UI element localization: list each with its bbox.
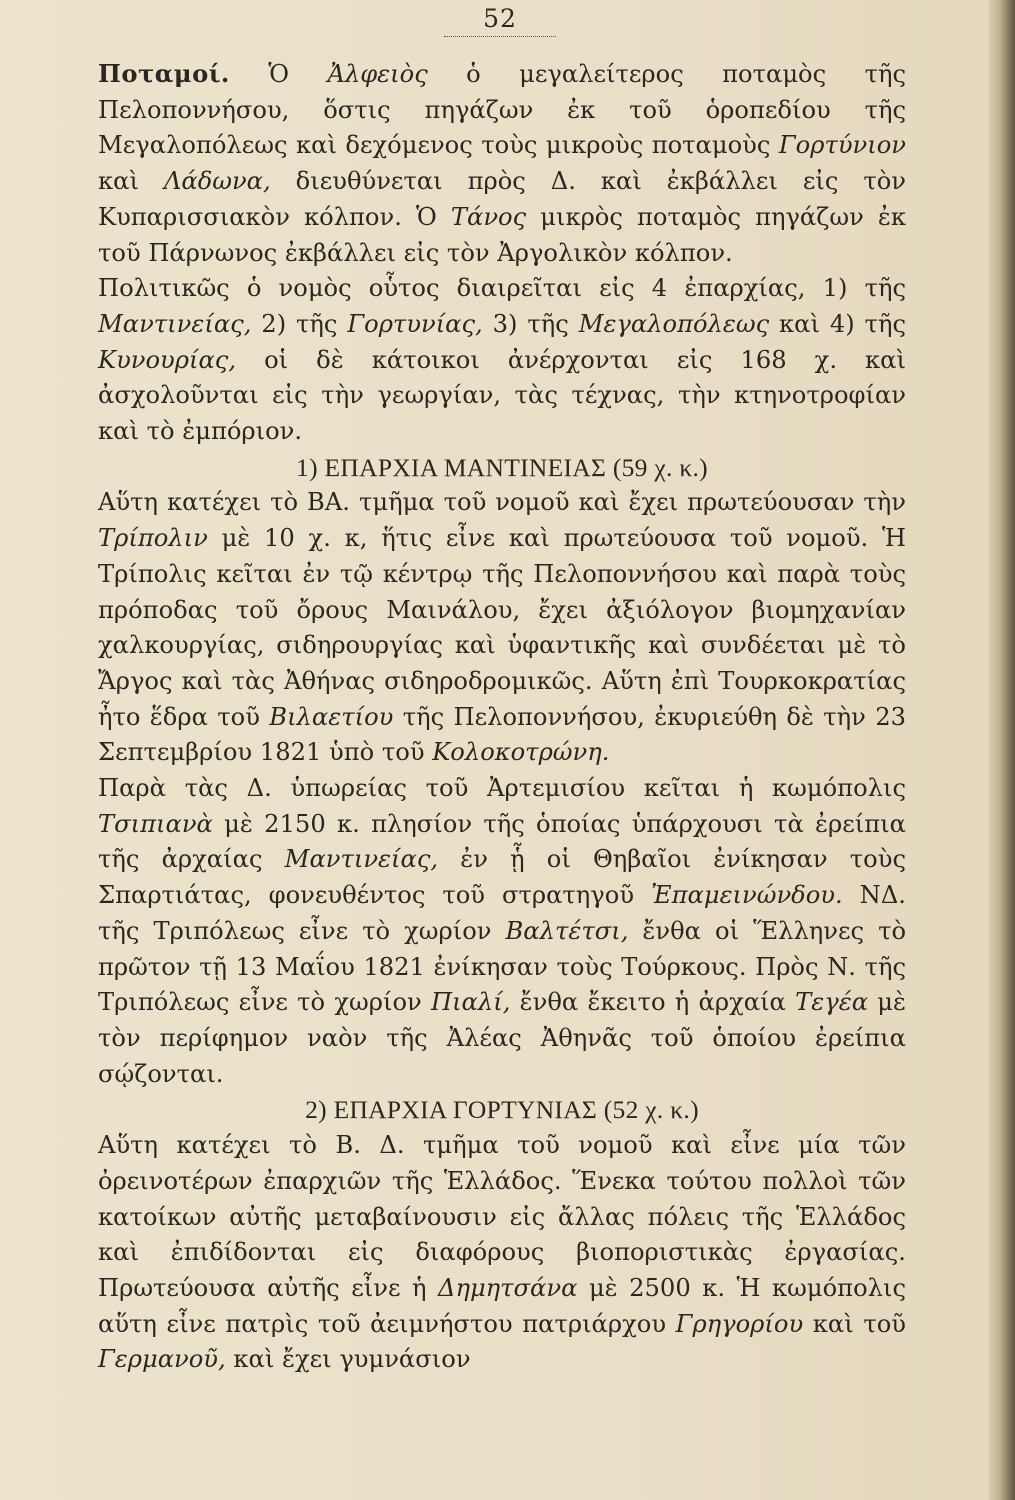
text-run: μὲ 2500 κ. Ἡ κωμόπολις αὕτη εἶνε πατρὶς τοῦ ἀειμνήστου πατριάρχου	[98, 1273, 906, 1338]
text-run: καὶ ἔχει γυμνάσιον	[225, 1345, 471, 1374]
text-run: Πολιτικῶς ὁ νομὸς οὗτος διαιρεῖται εἰς 4 ἐπαρχίας, 1) τῆς	[98, 274, 906, 303]
italic-name: Μαντινείας,	[284, 845, 439, 874]
italic-name: Κολοκοτρώνη.	[432, 738, 610, 767]
italic-name: Πιαλί,	[430, 988, 511, 1017]
text-run: ΝΔ. τῆς Τριπόλεως εἶνε τὸ χωρίον	[98, 881, 906, 945]
text-run: Αὕτη κατέχει τὸ Β. Δ. τμῆμα τοῦ νομοῦ καὶ εἶνε μία τῶν ὀρεινοτέρων ἐπαρχιῶν τῆς Ἑλλάδος. Ἕνεκα τούτου πολλοὶ τῶν κατοίκων αὐτῆς μεταβαίνουσιν εἰς ἄλλας πόλεις τῆς Ἑλλάδος καὶ ἐπιδίδονται εἰς διαφόρους βιοποριστικὰς ἐργασίας. Πρωτεύουσα αὐτῆς εἶνε ἡ	[98, 1131, 906, 1302]
text-run: Ὁ	[229, 60, 328, 88]
italic-name: Ἀλφειὸς	[327, 60, 428, 88]
page-number: 52	[483, 4, 517, 33]
italic-name: Γρηγορίου	[675, 1309, 804, 1338]
paragraph-gortynia-1	[98, 1128, 906, 1378]
italic-name: Γορτυνίας,	[347, 309, 483, 338]
text-run: μὲ τὸν περίφημον ναὸν τῆς Ἀλέας Ἀθηνᾶς τοῦ ὁποίου ἐρείπια σῴζονται.	[98, 988, 906, 1088]
text-run: 3) τῆς	[482, 309, 579, 338]
italic-name: Τσιπιανὰ	[98, 809, 213, 838]
italic-name: Γορτύνιον	[778, 131, 906, 160]
text-run: ἔνθα ἔκειτο ἡ ἀρχαία	[510, 988, 796, 1017]
text-run: οἱ δὲ κάτοικοι ἀνέρχονται εἰς 168 χ. καὶ ἀσχολοῦνται εἰς τὴν γεωργίαν, τὰς τέχνας, τὴν κτηνοτροφίαν καὶ τὸ ἐμπόριον.	[98, 345, 906, 446]
text-run: 2) τῆς	[251, 309, 348, 338]
italic-name: Βιλαετίου	[269, 702, 394, 731]
section-heading-gortynia: 2) ΕΠΑΡΧΙΑ ΓΟΡΤΥΝΙΑΣ (52 χ. κ.)	[305, 1095, 699, 1125]
text-run: ὁ μεγαλείτερος ποταμὸς τῆς Πελοποννήσου, ὅστις πηγάζων ἐκ τοῦ ὁροπεδίου τῆς Μεγαλοπόλεως καὶ δεχόμενος τοὺς μικροὺς ποταμοὺς	[98, 60, 906, 160]
italic-name: Βαλτέτσι,	[505, 916, 629, 945]
page-binding-edge	[989, 0, 1015, 1500]
text-run: ἔνθα οἱ Ἕλληνες τὸ πρῶτον τῇ 13 Μαΐου 1821 ἐνίκησαν τοὺς Τούρκους. Πρὸς Ν. τῆς Τριπόλεως εἶνε τὸ χωρίον	[98, 916, 907, 1017]
paragraph-rivers	[98, 56, 906, 271]
italic-name: Τρίπολιν	[98, 524, 208, 553]
text-run: καὶ τοῦ	[803, 1309, 906, 1338]
italic-name: Μεγαλοπόλεως	[578, 309, 770, 338]
paragraph-mantineia-1	[98, 485, 906, 771]
text-run: μικρὸς ποταμὸς πηγάζων ἐκ τοῦ Πάρνωνος ἐκβάλλει εἰς τὸν Ἀργολικὸν κόλπον.	[98, 202, 906, 267]
page-body	[98, 56, 906, 1378]
text-run: διευθύνεται πρὸς Δ. καὶ ἐκβάλλει εἰς τὸν Κυπαρισσιακὸν κόλπον. Ὁ	[98, 167, 906, 231]
header-rule	[444, 36, 556, 37]
italic-name: Μαντινείας,	[98, 309, 252, 338]
italic-name: Τεγέα	[795, 988, 869, 1017]
paragraph-politics	[98, 271, 906, 450]
text-run: Παρὰ τὰς Δ. ὑπωρείας τοῦ Ἀρτεμισίου κεῖται ἡ κωμόπολις	[98, 774, 906, 803]
text-run: καὶ 4) τῆς	[769, 309, 907, 338]
text-run: μὲ 10 χ. κ, ἥτις εἶνε καὶ πρωτεύουσα τοῦ νομοῦ. Ἡ Τρίπολις κεῖται ἐν τῷ κέντρῳ τῆς Πελοποννήσου καὶ παρὰ τοὺς πρόποδας τοῦ ὄρους Μαινάλου, ἔχει ἀξιόλογον βιομηχανίαν χαλκουργίας, σιδηρουργίας καὶ ὑφαντικῆς καὶ συνδέεται μὲ τὸ Ἄργος καὶ τὰς Ἀθήνας σιδηροδρομικῶς. Αὕτη ἐπὶ Τουρκοκρατίας ἦτο ἕδρα τοῦ	[98, 524, 906, 731]
text-run: μὲ 2150 κ. πλησίον τῆς ὁποίας ὑπάρχουσι τὰ ἐρείπια τῆς ἀρχαίας	[98, 809, 906, 874]
italic-name: Τάνος	[450, 202, 527, 231]
text-run: καὶ	[98, 167, 164, 196]
italic-name: Λάδωνα,	[163, 167, 271, 196]
text-run: Αὕτη κατέχει τὸ ΒΑ. τμῆμα τοῦ νομοῦ καὶ ἔχει πρωτεύουσαν τὴν	[98, 488, 906, 517]
italic-name: Κυνουρίας,	[98, 345, 237, 374]
paragraph-mantineia-2	[98, 771, 906, 1092]
paragraph-lead: Ποταμοί.	[98, 59, 230, 88]
section-heading-mantineia: 1) ΕΠΑΡΧΙΑ ΜΑΝΤΙΝΕΙΑΣ (59 χ. κ.)	[296, 452, 708, 482]
text-run: τῆς Πελοποννήσου, ἐκυριεύθη δὲ τὴν 23 Σεπτεμβρίου 1821 ὑπὸ τοῦ	[98, 702, 907, 767]
italic-name: Δημητσάνα	[438, 1273, 578, 1302]
italic-name: Γερμανοῦ,	[98, 1345, 226, 1374]
italic-name: Ἐπαμεινώνδου.	[651, 881, 843, 910]
text-run: ἐν ᾗ οἱ Θηβαῖοι ἐνίκησαν τοὺς Σπαρτιάτας, φονευθέντος τοῦ στρατηγοῦ	[98, 845, 906, 910]
